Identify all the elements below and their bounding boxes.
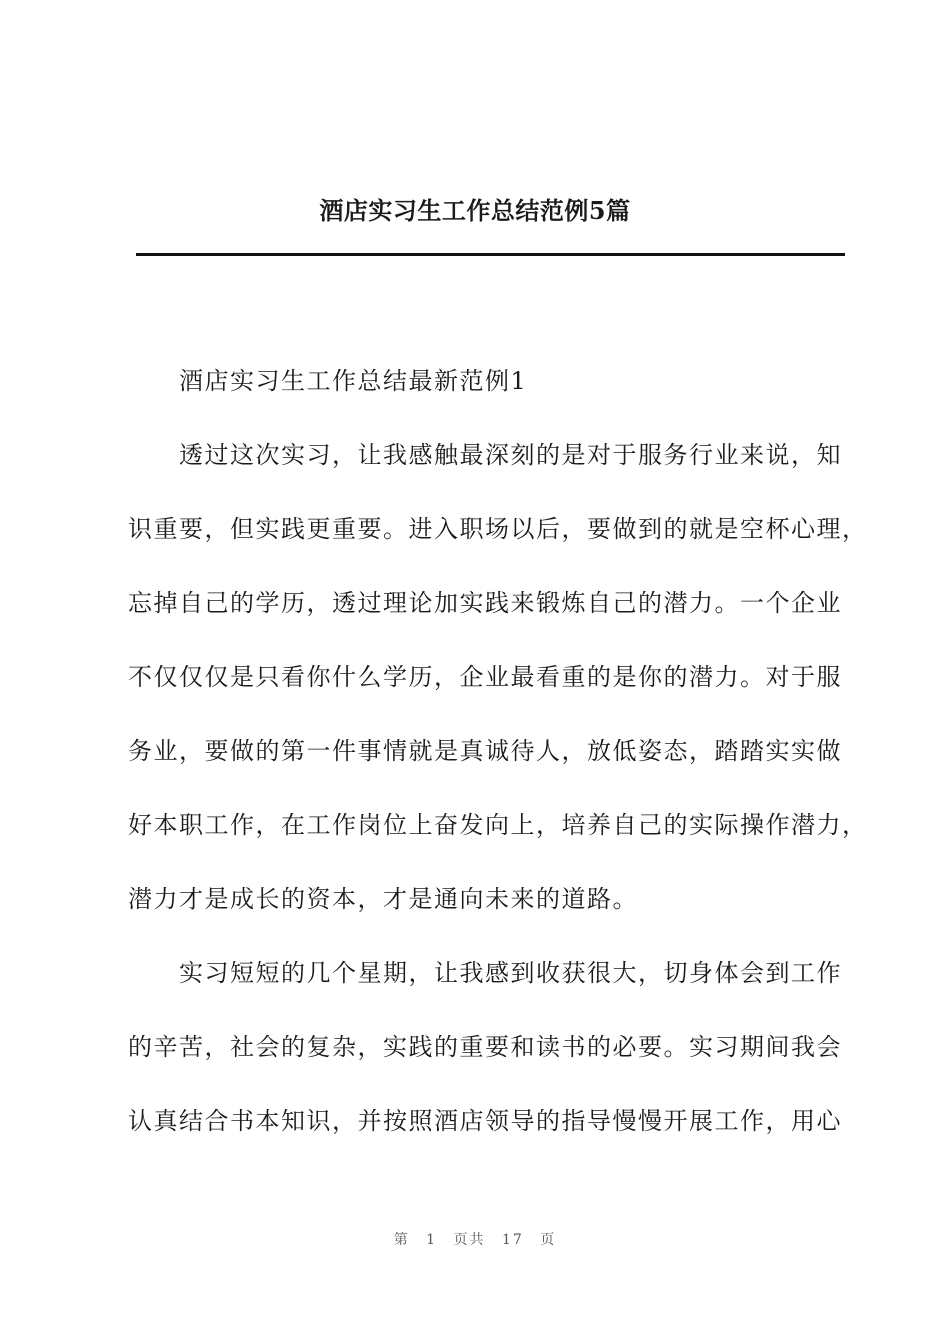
paragraph-line: 好本职工作，在工作岗位上奋发向上，培养自己的实际操作潜力，: [128, 811, 868, 839]
paragraph-line: 认真结合书本知识，并按照酒店领导的指导慢慢开展工作，用心: [128, 1107, 842, 1135]
paragraph-line: 透过这次实习，让我感触最深刻的是对于服务行业来说，知: [179, 441, 842, 469]
section-heading: 酒店实习生工作总结最新范例1: [179, 367, 528, 395]
document-body: [128, 344, 868, 1158]
document-title: 酒店实习生工作总结范例5篇: [319, 196, 631, 225]
paragraph-line: 潜力才是成长的资本，才是通向未来的道路。: [128, 885, 638, 913]
title-underline: [136, 253, 845, 256]
page-number-footer: 第 1 页共 17 页: [393, 1232, 557, 1248]
paragraph-line: 识重要，但实践更重要。进入职场以后，要做到的就是空杯心理，: [128, 515, 868, 543]
paragraph-line: 务业，要做的第一件事情就是真诚待人，放低姿态，踏踏实实做: [128, 737, 842, 765]
paragraph-line: 的辛苦，社会的复杂，实践的重要和读书的必要。实习期间我会: [128, 1033, 842, 1061]
paragraph-line: 不仅仅仅是只看你什么学历，企业最看重的是你的潜力。对于服: [128, 663, 842, 691]
paragraph-line: 忘掉自己的学历，透过理论加实践来锻炼自己的潜力。一个企业: [128, 589, 842, 617]
paragraph-line: 实习短短的几个星期，让我感到收获很大，切身体会到工作: [179, 959, 842, 987]
